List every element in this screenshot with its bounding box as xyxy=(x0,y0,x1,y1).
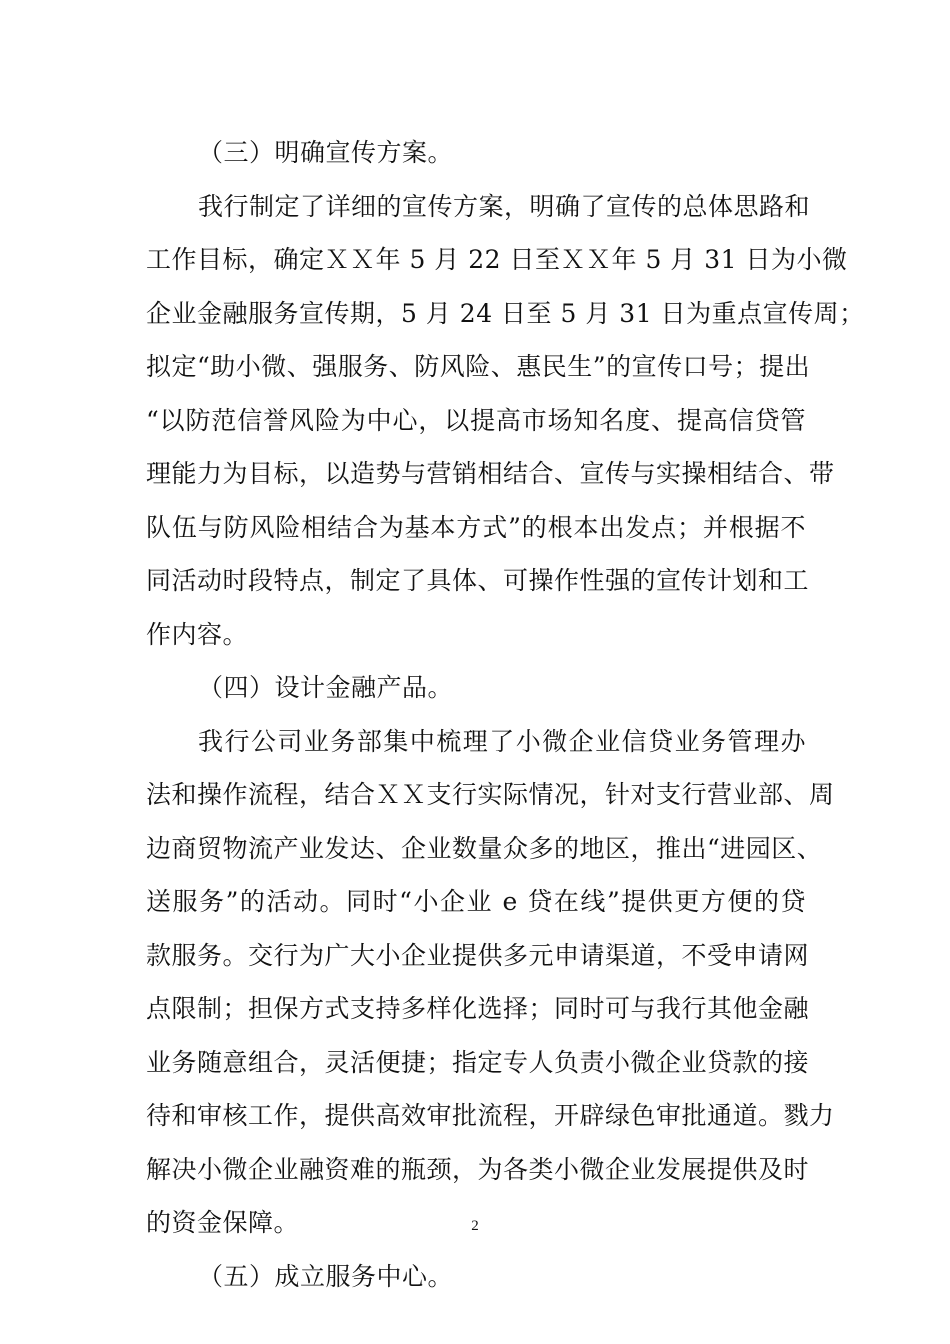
paragraph-line: 作内容。 xyxy=(146,619,249,649)
paragraph-3 xyxy=(146,180,865,662)
paragraph-line: 理能力为目标，以造势与营销相结合、宣传与实操相结合、带 xyxy=(146,459,835,488)
paragraph-line: 工作目标，确定ＸＸ年 5 月 22 日至ＸＸ年 5 月 31 日为小微 xyxy=(146,245,848,274)
paragraph-line: 业务随意组合，灵活便捷；指定专人负责小微企业贷款的接 xyxy=(146,1047,810,1077)
section-heading-5: （五）成立服务中心。 xyxy=(198,1261,454,1291)
paragraph-line: 法和操作流程，结合ＸＸ支行实际情况，针对支行营业部、周 xyxy=(146,780,835,809)
paragraph-line: 待和审核工作，提供高效审批流程，开辟绿色审批通道。戮力 xyxy=(146,1101,835,1130)
paragraph-line: 我行公司业务部集中梳理了小微企业信贷业务管理办 xyxy=(198,726,806,756)
section-heading-3: （三）明确宣传方案。 xyxy=(198,138,454,167)
paragraph-line: 拟定“助小微、强服务、防风险、惠民生”的宣传口号；提出 xyxy=(146,352,811,381)
paragraph-line: 我行制定了详细的宣传方案，明确了宣传的总体思路和 xyxy=(198,191,811,221)
page-number: 2 xyxy=(471,1218,479,1234)
paragraph-4 xyxy=(146,715,835,1250)
paragraph-line: 点限制；担保方式支持多样化选择；同时可与我行其他金融 xyxy=(146,994,810,1023)
document-body xyxy=(146,126,865,1303)
paragraph-line: 边商贸物流产业发达、企业数量众多的地区，推出“进园区、 xyxy=(146,833,823,863)
paragraph-line: 同活动时段特点，制定了具体、可操作性强的宣传计划和工 xyxy=(146,566,810,595)
paragraph-line: 的资金保障。 xyxy=(146,1208,300,1237)
paragraph-line: “以防范信誉风险为中心，以提高市场知名度、提高信贷管 xyxy=(146,405,806,435)
paragraph-line: 款服务。交行为广大小企业提供多元申请渠道，不受申请网 xyxy=(146,940,810,970)
paragraph-line: 队伍与防风险相结合为基本方式”的根本出发点；并根据不 xyxy=(146,512,806,542)
paragraph-line: 送服务”的活动。同时“小企业 e 贷在线”提供更方便的贷 xyxy=(146,887,806,916)
paragraph-line: 解决小微企业融资难的瓶颈，为各类小微企业发展提供及时 xyxy=(146,1154,810,1184)
paragraph-line: 企业金融服务宣传期，5 月 24 日至 5 月 31 日为重点宣传周； xyxy=(146,298,865,328)
section-heading-4: （四）设计金融产品。 xyxy=(198,673,454,702)
